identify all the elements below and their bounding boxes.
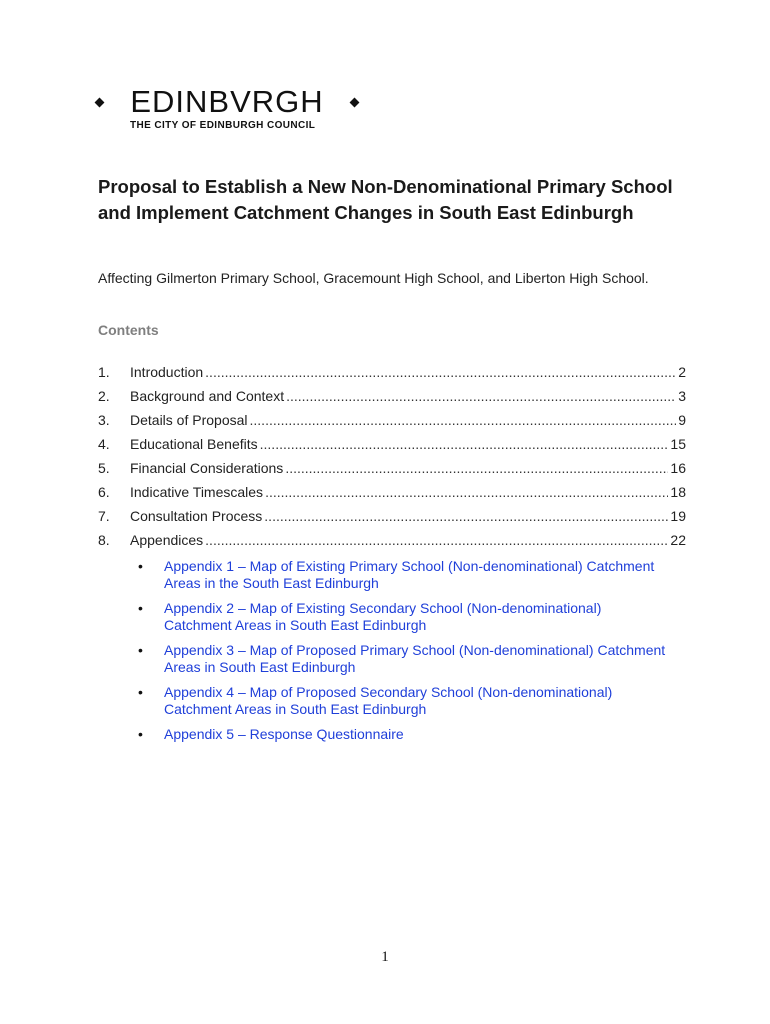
toc-item-label: Introduction [130, 364, 204, 380]
toc-item-timescales[interactable] [98, 484, 686, 508]
toc-item-label: Consultation Process [130, 508, 263, 524]
toc-dot-leader [265, 484, 668, 500]
toc-item-page: 19 [670, 508, 686, 524]
toc-item-number: 6. [98, 484, 110, 500]
bullet-icon: • [138, 726, 143, 742]
appendix-link-text[interactable]: Appendix 2 – Map of Existing Secondary School (Non-denominational) Catchment Areas in South East Edinburgh [164, 600, 602, 633]
appendix-link-3[interactable] [130, 642, 670, 676]
toc-item-details[interactable] [98, 412, 686, 436]
toc-item-educational-benefits[interactable] [98, 436, 686, 460]
toc-item-page: 18 [670, 484, 686, 500]
toc-dot-leader [250, 412, 677, 428]
toc-item-number: 2. [98, 388, 110, 404]
toc-item-label: Background and Context [130, 388, 285, 404]
toc-item-consultation[interactable] [98, 508, 686, 532]
toc-item-appendices[interactable] [98, 532, 686, 556]
toc-item-number: 7. [98, 508, 110, 524]
toc-item-label: Appendices [130, 532, 204, 548]
appendix-link-2[interactable] [130, 600, 670, 634]
toc-item-introduction[interactable] [98, 364, 686, 388]
toc-item-page: 15 [670, 436, 686, 452]
bullet-icon: • [138, 600, 143, 616]
toc-item-page: 9 [678, 412, 686, 428]
bullet-icon: • [138, 642, 143, 658]
toc-item-page: 3 [678, 388, 686, 404]
toc-item-number: 3. [98, 412, 110, 428]
contents-heading: Contents [98, 322, 159, 338]
document-subtitle: Affecting Gilmerton Primary School, Gracemount High School, and Liberton High School. [98, 270, 649, 286]
toc-dot-leader [264, 508, 668, 524]
toc-dot-leader [286, 388, 676, 404]
logo-wordmark: EDINBVRGH [130, 84, 324, 119]
appendix-link-5[interactable] [130, 726, 670, 743]
logo-wordmark-row [96, 86, 358, 118]
toc-item-label: Educational Benefits [130, 436, 258, 452]
page-number: 1 [381, 949, 389, 965]
edinburgh-council-logo [96, 86, 358, 134]
logo-right-diamond-icon [350, 97, 360, 107]
toc-item-number: 4. [98, 436, 110, 452]
logo-council-name: THE CITY OF EDINBURGH COUNCIL [130, 120, 316, 131]
toc-item-background[interactable] [98, 388, 686, 412]
toc-item-page: 22 [670, 532, 686, 548]
appendix-list [130, 558, 670, 751]
toc-item-number: 8. [98, 532, 110, 548]
appendix-link-1[interactable] [130, 558, 670, 592]
document-title: Proposal to Establish a New Non-Denominational Primary School and Implement Catchment Changes in South East Edinburgh [98, 176, 673, 223]
bullet-icon: • [138, 558, 143, 574]
toc-item-financial[interactable] [98, 460, 686, 484]
bullet-icon: • [138, 684, 143, 700]
appendix-link-text[interactable]: Appendix 3 – Map of Proposed Primary School (Non-denominational) Catchment Areas in South East Edinburgh [164, 642, 666, 675]
toc-item-label: Details of Proposal [130, 412, 248, 428]
toc-item-label: Financial Considerations [130, 460, 284, 476]
toc-item-label: Indicative Timescales [130, 484, 264, 500]
toc-dot-leader [205, 364, 676, 380]
table-of-contents [98, 364, 686, 556]
toc-item-number: 5. [98, 460, 110, 476]
appendix-link-4[interactable] [130, 684, 670, 718]
toc-dot-leader [285, 460, 668, 476]
appendix-link-text[interactable]: Appendix 5 – Response Questionnaire [164, 726, 404, 742]
appendix-link-text[interactable]: Appendix 1 – Map of Existing Primary School (Non-denominational) Catchment Areas in the South East Edinburgh [164, 558, 655, 591]
toc-dot-leader [260, 436, 669, 452]
appendix-link-text[interactable]: Appendix 4 – Map of Proposed Secondary School (Non-denominational) Catchment Areas in South East Edinburgh [164, 684, 613, 717]
toc-item-number: 1. [98, 364, 110, 380]
toc-item-page: 16 [670, 460, 686, 476]
toc-dot-leader [205, 532, 668, 548]
toc-item-page: 2 [678, 364, 686, 380]
